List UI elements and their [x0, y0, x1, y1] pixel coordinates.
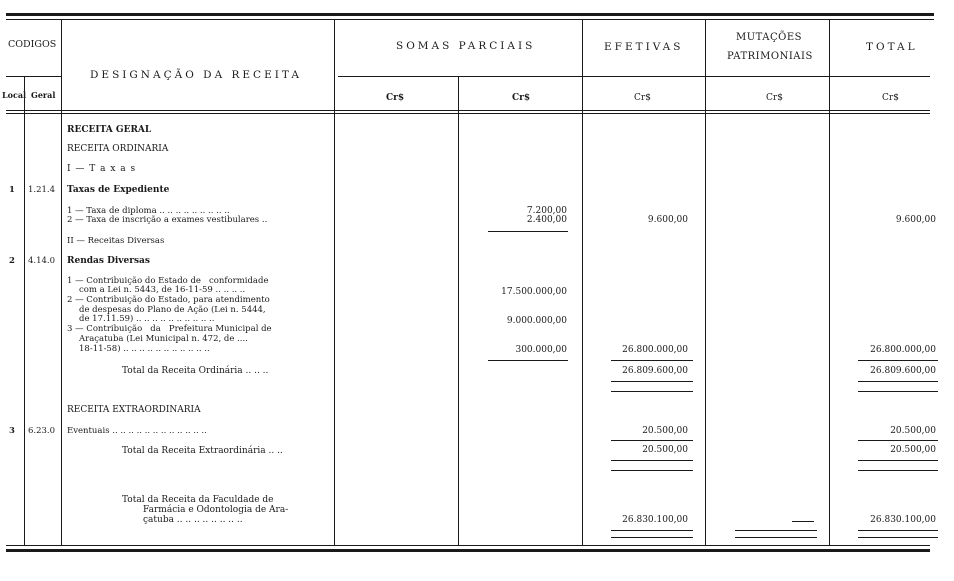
header-patrimoniais: PATRIMONIAIS [727, 51, 813, 62]
currency-mutacoes: Cr$ [766, 93, 783, 103]
col-rule-designacao [334, 20, 335, 546]
extra-efetivas-rule-b1 [611, 460, 693, 461]
total-extra-total: 20.500,00 [890, 445, 936, 455]
extra-total-rule-top [858, 440, 938, 441]
contrib3-line3: 18-11-58) .. .. .. .. .. .. .. .. .. .. .. [79, 344, 210, 354]
header-efetivas: EFETIVAS [604, 41, 684, 53]
receita-extraordinaria: RECEITA EXTRAORDINARIA [67, 405, 201, 415]
mutacoes-dash [792, 521, 814, 522]
rendas-diversas: Rendas Diversas [67, 256, 150, 266]
row2-local-code: 2 [9, 256, 15, 266]
extra-total-rule-b2 [858, 470, 938, 471]
top-rule-thick [6, 13, 934, 16]
total-faculdade-total: 26.830.100,00 [870, 515, 936, 525]
header-bottom-rule-2 [6, 113, 930, 114]
total-faculdade-efetivas: 26.830.100,00 [622, 515, 688, 525]
taxas-subtotal-rule [488, 231, 568, 232]
ordinaria-total-rule-b2 [858, 391, 938, 392]
currency-efetivas: Cr$ [634, 93, 651, 103]
contrib2-line2: de despesas do Plano de Ação (Lei n. 5444, [79, 305, 266, 315]
col-rule-mutacoes-end [829, 20, 830, 546]
row1-geral-code: 1.21.4 [28, 185, 56, 195]
col-rule-efetivas-end [705, 20, 706, 546]
taxa-diploma: 1 — Taxa de diploma .. .. .. .. .. .. .. .. .. [67, 206, 230, 216]
top-rule-thin [6, 19, 934, 20]
bottom-rule-thick [6, 549, 930, 552]
taxas-expediente: Taxas de Expediente [67, 185, 170, 195]
header-local: Local [2, 90, 27, 100]
eventuais: Eventuais .. .. .. .. .. .. .. .. .. .. .. .. [67, 426, 207, 436]
faculdade-mutacoes-rule-2 [735, 537, 817, 538]
extra-total-rule-b1 [858, 460, 938, 461]
total-ordinaria-total: 26.809.600,00 [870, 366, 936, 376]
eventuais-total: 20.500,00 [890, 426, 936, 436]
contrib2-value: 9.000.000,00 [506, 316, 567, 326]
receitas-diversas: II — Receitas Diversas [67, 236, 165, 246]
header-somas-parciais: SOMAS PARCIAIS [396, 40, 536, 52]
contrib1-line2: com a Lei n. 5443, de 16-11-59 .. .. .. .. [79, 285, 246, 295]
taxa-inscricao-value: 2.400,00 [526, 215, 567, 225]
receita-geral: RECEITA GERAL [67, 125, 152, 135]
header-geral: Geral [31, 90, 56, 100]
ordinaria-total-rule-b1 [858, 381, 938, 382]
ordinaria-total-rule-top [858, 360, 938, 361]
ordinaria-efetivas-rule-b1 [611, 381, 693, 382]
header-bottom-rule [6, 110, 930, 111]
header-codigos: CODIGOS [8, 39, 57, 50]
contrib3-value: 300.000,00 [515, 345, 567, 355]
col-rule-geral [61, 20, 62, 546]
contrib3-line2: Araçatuba (Lei Municipal n. 472, de .... [79, 334, 248, 344]
row3-geral-code: 6.23.0 [28, 426, 56, 436]
contrib2-line3: de 17.11.59) .. .. .. .. .. .. .. .. .. .. [79, 314, 215, 324]
extra-efetivas-rule-b2 [611, 470, 693, 471]
receita-ordinaria: RECEITA ORDINARIA [67, 144, 169, 154]
taxas-heading: I — T a x a s [67, 164, 137, 174]
faculdade-efetivas-rule-2 [611, 537, 693, 538]
extra-efetivas-rule-top [611, 440, 693, 441]
col-rule-somas-mid [458, 76, 459, 546]
faculdade-total-rule-2 [858, 537, 938, 538]
header-total: TOTAL [866, 41, 918, 53]
header-mutacoes: MUTAÇÕES [736, 32, 803, 43]
total-extra-label: Total da Receita Extraordinária .. .. [122, 446, 283, 456]
row2-geral-code: 4.14.0 [28, 256, 56, 266]
ordinaria-efetivas-rule-top [611, 360, 693, 361]
currency-total: Cr$ [882, 93, 899, 103]
contrib1-value: 17.500.000,00 [501, 287, 567, 297]
rendas-total-value: 26.800.000,00 [870, 345, 936, 355]
faculdade-total-rule-1 [858, 530, 938, 531]
taxas-efetivas-value: 9.600,00 [647, 215, 688, 225]
faculdade-efetivas-rule-1 [611, 530, 693, 531]
total-faculdade-line3: çatuba .. .. .. .. .. .. .. .. [143, 515, 243, 525]
taxa-diploma-value: 7.200,00 [526, 206, 567, 216]
rendas-subtotal-rule [488, 360, 568, 361]
contrib3-line1: 3 — Contribuição da Prefeitura Municipal de [67, 324, 272, 334]
currency-somas-2: Cr$ [512, 93, 531, 103]
faculdade-mutacoes-rule-1 [735, 530, 817, 531]
col-rule-local [24, 76, 25, 546]
bottom-rule-thin [6, 545, 930, 546]
total-ordinaria-efetivas: 26.809.600,00 [622, 366, 688, 376]
contrib2-line1: 2 — Contribuição do Estado, para atendimento [67, 295, 270, 305]
row1-local-code: 1 [9, 185, 15, 195]
eventuais-efetivas: 20.500,00 [642, 426, 688, 436]
total-ordinaria-label: Total da Receita Ordinária .. .. .. [122, 366, 269, 376]
header-sub-rule [338, 76, 930, 77]
total-faculdade-line2: Farmácia e Odontologia de Ara- [143, 505, 289, 515]
codes-subheader-rule [6, 76, 61, 77]
ordinaria-efetivas-rule-b2 [611, 391, 693, 392]
rendas-efetivas-value: 26.800.000,00 [622, 345, 688, 355]
taxas-total-value: 9.600,00 [895, 215, 936, 225]
row3-local-code: 3 [9, 426, 15, 436]
contrib1-line1: 1 — Contribuição do Estado de conformidade [67, 276, 269, 286]
taxa-inscricao: 2 — Taxa de inscrição a exames vestibulares .. [67, 215, 268, 225]
currency-somas-1: Cr$ [386, 93, 405, 103]
total-faculdade-line1: Total da Receita da Faculdade de [122, 495, 274, 505]
col-rule-somas-end [582, 20, 583, 546]
total-extra-efetivas: 20.500,00 [642, 445, 688, 455]
header-designacao: DESIGNAÇÃO DA RECEITA [90, 69, 302, 81]
